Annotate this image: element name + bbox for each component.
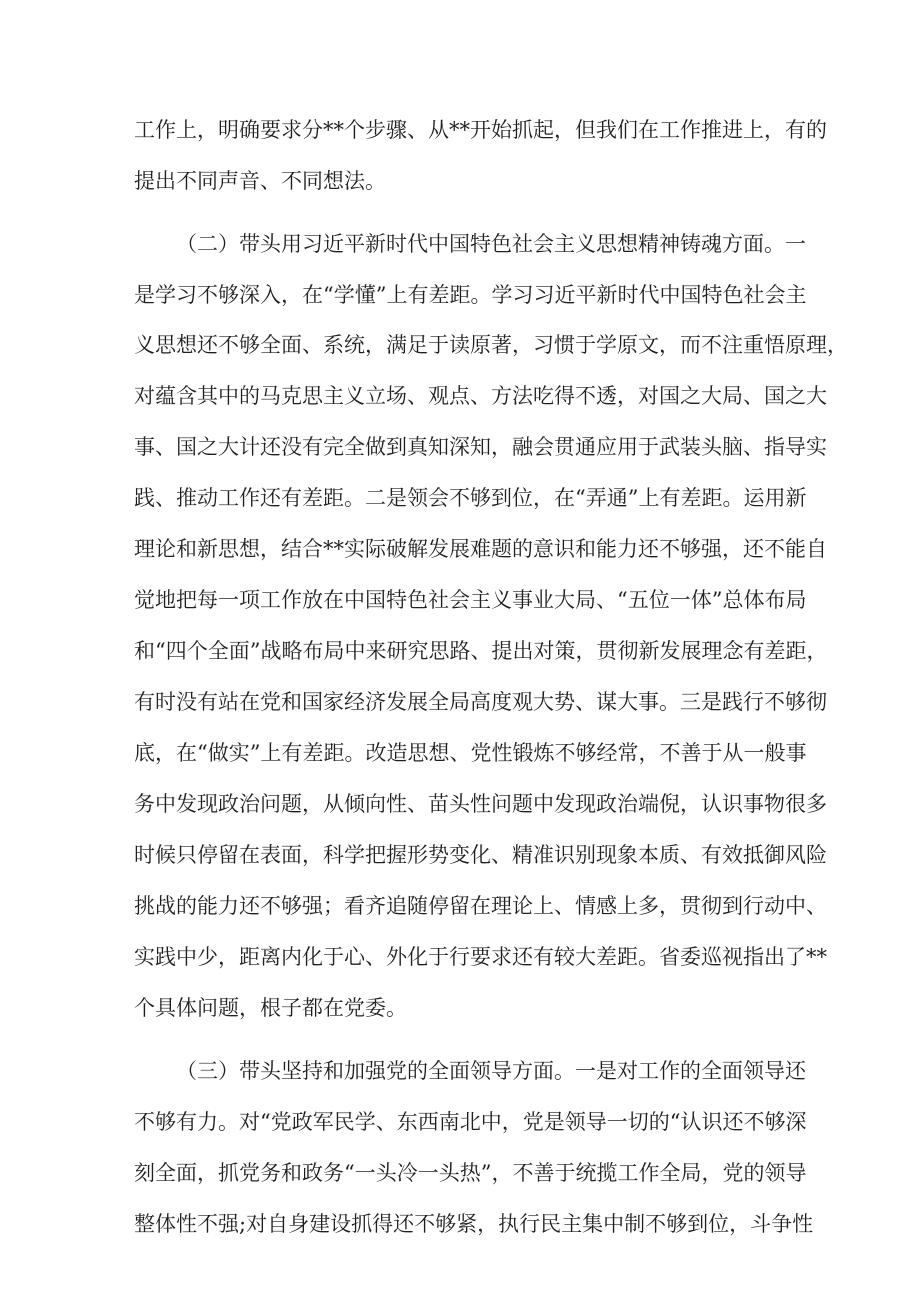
text-line-21: 刻全面，抓党务和政务“一头冷一头热”，不善于统揽工作全局，党的领导: [134, 1161, 807, 1185]
section-3-heading-line: （三）带头坚持和加强党的全面领导方面。一是对工作的全面领导还: [176, 1059, 806, 1083]
text-line-2: 提出不同声音、不同想法。: [134, 169, 386, 193]
text-line-22: 整体性不强;对自身建设抓得还不够紧，执行民主集中制不够到位，斗争性: [134, 1212, 814, 1236]
text-line-5: 义思想还不够全面、系统，满足于读原著，习惯于学原文，而不注重悟原理，: [134, 333, 848, 357]
text-line-10: 觉地把每一项工作放在中国特色社会主义事业大局、“五位一体”总体布局: [134, 588, 807, 612]
text-line-12: 有时没有站在党和国家经济发展全局高度观大势、谋大事。三是践行不够彻: [134, 690, 827, 714]
text-line-1: 工作上，明确要求分**个步骤、从**开始抓起，但我们在工作推进上，有的: [134, 118, 827, 142]
text-line-14: 务中发现政治问题，从倾向性、苗头性问题中发现政治端倪，认识事物很多: [134, 792, 827, 816]
text-line-7: 事、国之大计还没有完全做到真知深知，融会贯通应用于武装头脑、指导实: [134, 435, 827, 459]
text-line-20: 不够有力。对“党政军民学、东西南北中，党是领导一切的“认识还不够深: [134, 1110, 807, 1134]
text-line-11: 和“四个全面”战略布局中来研究思路、提出对策，贯彻新发展理念有差距，: [134, 639, 828, 663]
text-line-18: 个具体问题，根子都在党委。: [134, 996, 407, 1020]
text-line-8: 践、推动工作还有差距。二是领会不够到位，在“弄通”上有差距。运用新: [134, 486, 807, 510]
text-line-9: 理论和新思想，结合**实际破解发展难题的意识和能力还不够强，还不能自: [134, 537, 827, 561]
text-line-16: 挑战的能力还不够强；看齐追随停留在理论上、情感上多，贯彻到行动中、: [134, 894, 827, 918]
text-line-4: 是学习不够深入，在“学懂”上有差距。学习习近平新时代中国特色社会主: [134, 283, 807, 307]
text-line-15: 时候只停留在表面，科学把握形势变化、精准识别现象本质、有效抵御风险: [134, 843, 827, 867]
text-line-6: 对蕴含其中的马克思主义立场、观点、方法吃得不透，对国之大局、国之大: [134, 384, 827, 408]
section-2-heading-line: （二）带头用习近平新时代中国特色社会主义思想精神铸魂方面。一: [176, 232, 806, 256]
text-line-17: 实践中少，距离内化于心、外化于行要求还有较大差距。省委巡视指出了**: [134, 945, 827, 969]
text-line-13: 底，在“做实”上有差距。改造思想、党性锻炼不够经常，不善于从一般事: [134, 741, 807, 765]
